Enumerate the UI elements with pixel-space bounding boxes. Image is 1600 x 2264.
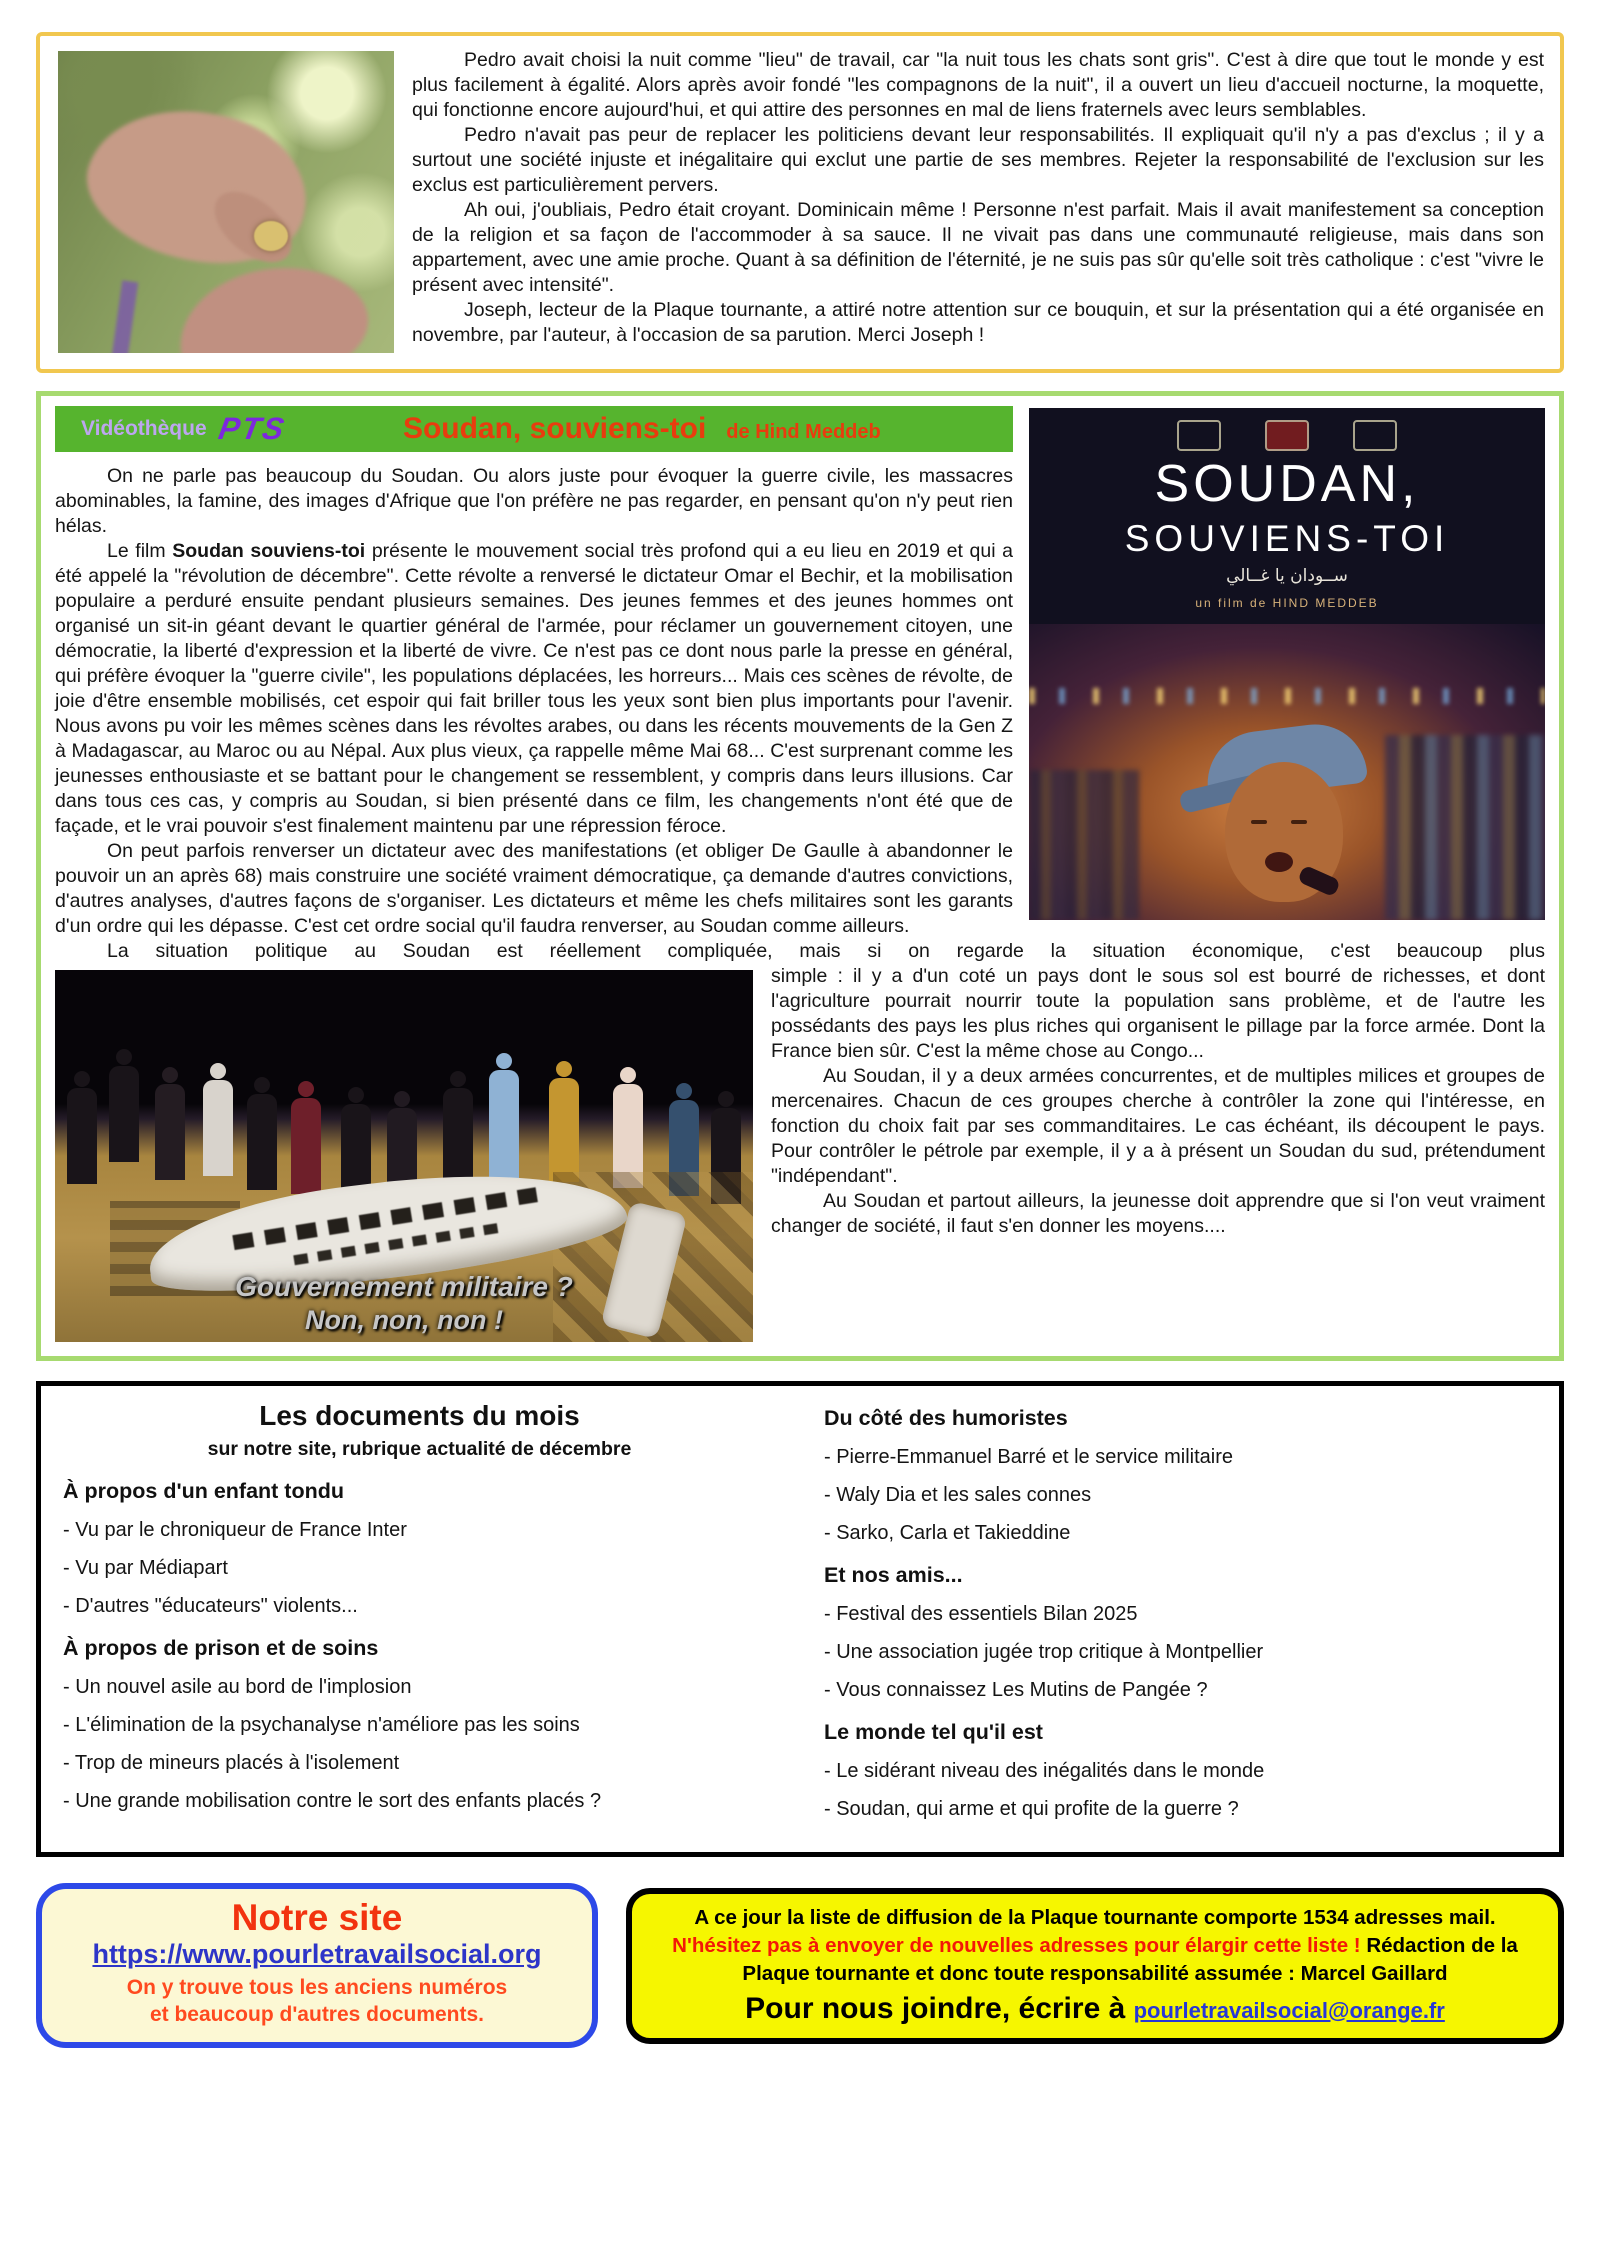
article-paragraph: simple : il y a d'un coté un pays dont le sous sol est bourré de richesses, et dont l'agriculture pourrait nourrir toute la population sans problème, et de l'autre les possédants des pays les plus riches qui organisent le pillage par la force armée. Dont la France bien sûr. C'est la même chose au Congo... <box>771 965 1545 1062</box>
section-header-band <box>55 406 1013 452</box>
documents-title: Les documents du mois <box>259 1400 580 1431</box>
article-paragraph: Au Soudan et partout ailleurs, la jeunesse doit apprendre que si l'on veut vraiment changer de société, il faut s'en donner les moyens.... <box>771 1190 1545 1237</box>
laurel-badge <box>1177 420 1221 451</box>
documents-right-column <box>812 1398 1537 1836</box>
join-label: Pour nous joindre, écrire à <box>745 1991 1134 2025</box>
mailing-list-text <box>652 1904 1538 1988</box>
caption-line: Non, non, non ! <box>305 1305 503 1335</box>
doc-section-heading: Du côté des humoristes <box>824 1406 1068 1430</box>
crowd-lights-shape <box>1029 688 1545 704</box>
doc-item: - Soudan, qui arme et qui profite de la guerre ? <box>824 1798 1239 1820</box>
crowd-figure <box>109 1066 139 1162</box>
contact-join-line <box>652 1992 1538 2026</box>
site-url-link[interactable]: https://www.pourletravailsocial.org <box>92 1939 542 1969</box>
film-title: Soudan, souviens-toi <box>402 412 707 445</box>
article-paragraph: Au Soudan, il y a deux armées concurrentes, et de multiples milices et groupes de mercenaires. Chacun de ces groupes cherche à contrôler la zone qui l'intéresse, en fonction du choix fait par ses commanditaires. Le cas échéant, ils découpent le pays. Pour contrôler le pétrole par exemple, il y a à présent un Soudan du sud, prétendument "indépendant". <box>771 1065 1545 1187</box>
crowd-figure <box>247 1094 277 1190</box>
giving-hand-shape <box>70 81 326 292</box>
crowd-figure <box>67 1088 97 1184</box>
eye-shape <box>1291 820 1307 824</box>
crowd-figure <box>291 1098 321 1194</box>
poster-title-line2: SOUVIENS-TOI <box>1124 518 1450 559</box>
eye-shape <box>1251 820 1267 824</box>
doc-item: - Sarko, Carla et Takieddine <box>824 1522 1071 1544</box>
crowd-figure <box>489 1070 519 1180</box>
doc-item: - Trop de mineurs placés à l'isolement <box>63 1752 400 1774</box>
poster-credit: un film de HIND MEDDEB <box>1195 596 1379 610</box>
pts-logo: PTS <box>215 411 289 446</box>
film-title-inline: Soudan souviens-toi <box>172 540 366 562</box>
site-box-line: On y trouve tous les anciens numéros <box>126 1976 508 1999</box>
text-run-red: N'hésitez pas à envoyer de nouvelles adresses pour élargir cette liste ! <box>672 1933 1367 1957</box>
contact-box <box>626 1888 1564 2044</box>
footer-row <box>36 1883 1564 2048</box>
doc-item: - Pierre-Emmanuel Barré et le service militaire <box>824 1446 1234 1468</box>
festival-laurels <box>1177 420 1397 451</box>
poster-photo-area <box>1029 624 1545 920</box>
crowd-figure <box>203 1080 233 1176</box>
article-paragraph: On peut parfois renverser un dictateur avec des manifestations (et obliger De Gaulle à abandonner le pouvoir un an après 68) mais construire une société vraiment démocratique, ça demande d'autres convictions, d'autres analyses, d'autres façons de s'organiser. Les dictateurs et même les chefs militaires sont les garants d'un ordre qui les dépasse. C'est cet ordre social qu'il faudra renverser, au Soudan comme ailleurs. <box>55 840 1013 937</box>
doc-item: - Vu par Médiapart <box>63 1557 228 1579</box>
documents-box <box>36 1381 1564 1857</box>
laurel-badge <box>1265 420 1309 451</box>
pedro-paragraph: Joseph, lecteur de la Plaque tournante, a attiré notre attention sur ce bouquin, et sur la présentation qui a été organisée en novembre, par l'auteur, à l'occasion de sa parution. Merci Joseph ! <box>412 299 1544 346</box>
pedro-paragraph: Ah oui, j'oubliais, Pedro était croyant. Dominicain même ! Personne n'est parfait. Mais il avait manifestement sa conception de la religion et sa façon de l'accommoder à sa sauce. Il ne vivait pas dans une communauté religieuse, mais dans son appartement, avec une amie proche. Quant à sa définition de l'éternité, je ne suis pas sûr qu'elle soit très catholique : c'est "vivre le présent avec intensité". <box>412 199 1544 296</box>
doc-item: - L'élimination de la psychanalyse n'améliore pas les soins <box>63 1714 580 1736</box>
poster-arabic-title: ســودان يا غــالي <box>1226 566 1348 586</box>
doc-item: - Vous connaissez Les Mutins de Pangée ? <box>824 1679 1208 1701</box>
hands-coin-photo <box>58 51 394 353</box>
our-site-box <box>36 1883 598 2048</box>
doc-item: - Vu par le chroniqueur de France Inter <box>63 1519 407 1541</box>
poster-title-line1: SOUDAN, <box>1154 455 1420 513</box>
protest-crowd-photo <box>55 970 753 1342</box>
text-run: Rédaction de la Plaque tournante et donc toute responsabilité assumée : Marcel Gaillard <box>742 1933 1518 1985</box>
crowd-figure <box>443 1088 473 1184</box>
subtitle-caption <box>55 1270 753 1336</box>
purple-detail-shape <box>110 280 138 353</box>
text-run: présente le mouvement social très profond qui a eu lieu en 2019 et qui a été appelé la "révolution de décembre". Cette révolte a renversé le dictateur Omar el Bechir, et la mobilisation populaire a perduré ensuite pendant plusieurs semaines. Des jeunes femmes et des jeunes hommes ont organisé un sit-in géant devant le quartier général de l'armée, pour réclamer un gouvernement citoyen, une démocratie, la liberté d'expression et la liberté de vivre. Ce n'est pas ce dont nous parle la presse en général, qui préfère évoquer la "guerre civile", les populations déplacées, les horreurs... Mais ces scènes de révolte, de joie d'être ensemble mobilisés, cet espoir qui fait briller tous les yeux sont bien plus importants pour l'avenir. Nous avons pu voir les mêmes scènes dans les révoltes arabes, ou dans les récents mouvements de la Gen Z à Madagascar, au Maroc ou au Népal. Aux plus vieux, ça rappelle même Mai 68... C'est surprenant comme les jeunesses enthousiaste et se battant pour le changement se ressemblent, y compris dans leurs illusions. Car dans tous ces cas, y compris au Soudan, si bien présenté dans ce film, les changements n'ont été que de façade, et le vrai pouvoir s'est finalement maintenu par une répression féroce. <box>55 540 1013 837</box>
doc-section-heading: Et nos amis... <box>824 1563 963 1587</box>
pedro-paragraph: Pedro avait choisi la nuit comme "lieu" de travail, car "la nuit tous les chats sont gris". C'est à dire que tout le monde y est plus facilement à égalité. Alors après avoir fondé "les compagnons de la nuit", il a ouvert un lieu d'accueil nocturne, la moquette, qui fonctionne encore aujourd'hui, et qui attire des personnes en mal de liens fraternels avec leurs semblables. <box>412 49 1544 121</box>
article-paragraph: La situation politique au Soudan est réellement compliquée, mais si on regarde la situation économique, c'est beaucoup plus <box>107 940 1545 962</box>
text-run: A ce jour la liste de diffusion de la Plaque tournante comporte 1534 adresses mail. <box>694 1905 1496 1929</box>
videotheque-label: Vidéothèque <box>81 417 207 440</box>
coin-shape <box>254 221 288 251</box>
mouth-shape <box>1265 852 1293 872</box>
pedro-article-box <box>36 32 1564 373</box>
receiving-hand-shape <box>171 256 374 353</box>
laurel-badge <box>1353 420 1397 451</box>
doc-item: - Waly Dia et les sales connes <box>824 1484 1092 1506</box>
doc-item: - Le sidérant niveau des inégalités dans le monde <box>824 1760 1265 1782</box>
doc-item: - Une association jugée trop critique à Montpellier <box>824 1641 1264 1663</box>
contact-email-link[interactable]: pourletravailsocial@orange.fr <box>1133 1997 1445 2023</box>
doc-item: - Festival des essentiels Bilan 2025 <box>824 1603 1138 1625</box>
film-byline: de Hind Meddeb <box>726 420 881 443</box>
crowd-strip-shape <box>1029 770 1139 920</box>
videotheque-section <box>36 391 1564 1361</box>
pedro-paragraph: Pedro n'avait pas peur de replacer les politiciens devant leur responsabilités. Il expliquait qu'il n'y a pas d'exclus ; il y a surtout une société injuste et inégalitaire qui exclut une partie de ses membres. Rejeter la responsabilité de l'exclusion sur les exclus est particulièrement pervers. <box>412 124 1544 196</box>
caption-line: Gouvernement militaire ? <box>235 1271 573 1302</box>
documents-subtitle: sur notre site, rubrique actualité de décembre <box>207 1438 632 1460</box>
doc-section-heading: À propos d'un enfant tondu <box>63 1479 344 1503</box>
article-paragraph: On ne parle pas beaucoup du Soudan. Ou alors juste pour évoquer la guerre civile, les massacres abominables, la famine, des images d'Afrique que l'on préfère ne pas regarder, en pensant qu'on n'y peut rien hélas. <box>55 465 1013 537</box>
doc-item: - Un nouvel asile au bord de l'implosion <box>63 1676 412 1698</box>
doc-section-heading: À propos de prison et de soins <box>63 1636 379 1660</box>
crowd-figure <box>549 1078 579 1182</box>
crowd-figure <box>155 1084 185 1180</box>
text-run: Le film <box>107 540 173 562</box>
documents-left-column <box>63 1398 812 1836</box>
doc-section-heading: Le monde tel qu'il est <box>824 1720 1043 1744</box>
site-box-line: et beaucoup d'autres documents. <box>149 2003 485 2026</box>
doc-item: - D'autres "éducateurs" violents... <box>63 1595 358 1617</box>
crowd-strip-shape <box>1385 735 1545 920</box>
film-poster <box>1029 408 1545 920</box>
site-box-title: Notre site <box>231 1897 403 1938</box>
doc-item: - Une grande mobilisation contre le sort des enfants placés ? <box>63 1790 602 1812</box>
